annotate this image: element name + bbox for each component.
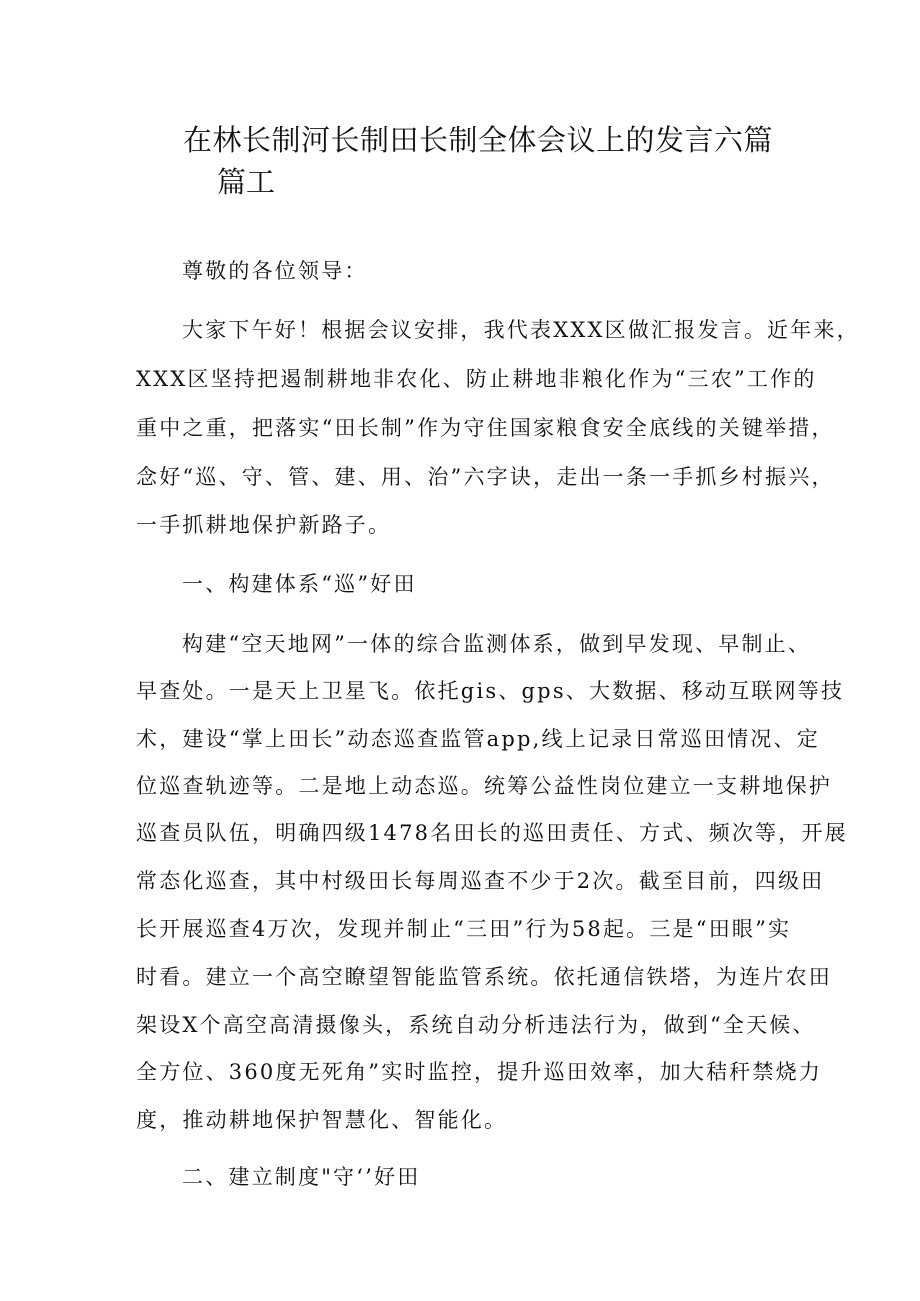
paragraph-line: XXX区坚持把遏制耕地非农化、防止耕地非粮化作为“三农”工作的 xyxy=(136,367,817,391)
paragraph-line: 术，建设“掌上田长”动态巡查监管app,线上记录日常巡田情况、定 xyxy=(136,727,820,751)
paragraph-line: 重中之重，把落实“田长制”作为守住国家粮食安全底线的关键举措， xyxy=(136,416,835,440)
paragraph-line: 全方位、360度无死角”实时监控，提升巡田效率，加大秸秆禁烧力 xyxy=(136,1060,823,1084)
paragraph-line: 位巡查轨迹等。二是地上动态巡。统筹公益性岗位建立一支耕地保护 xyxy=(136,774,832,798)
paragraph-line: 时看。建立一个高空瞭望智能监管系统。依托通信铁塔，为连片农田 xyxy=(136,965,832,989)
section-heading-1: 一、构建体系“巡”好田 xyxy=(182,572,417,596)
paragraph-line: 架设X个高空高清摄像头，系统自动分析违法行为，做到“全天候、 xyxy=(136,1013,816,1037)
paragraph-line: 常态化巡查，其中村级田长每周巡查不少于2次。截至目前，四级田 xyxy=(136,869,825,893)
paragraph-line: 度，推动耕地保护智慧化、智能化。 xyxy=(136,1108,508,1132)
paragraph-line: 巡查员队伍，明确四级1478名田长的巡田责任、方式、频次等，开展 xyxy=(136,821,848,845)
section-heading-2: 二、建立制度"守‘’好田 xyxy=(182,1165,421,1189)
paragraph-line: 念好“巡、守、管、建、用、治”六字诀，走出一条一手抓乡村振兴， xyxy=(136,465,835,489)
paragraph-line: 大家下午好！根据会议安排，我代表XXX区做汇报发言。近年来， xyxy=(182,318,860,342)
paragraph-line: 一手抓耕地保护新路子。 xyxy=(136,513,392,537)
paragraph-line: 构建“空天地网”一体的综合监测体系，做到早发现、早制止、 xyxy=(182,632,812,656)
document-title-continuation: 篇工 xyxy=(217,165,276,199)
paragraph-line: 长开展巡查4万次，发现并制止“三田”行为58起。三是“田眼”实 xyxy=(136,917,792,941)
salutation: 尊敬的各位领导： xyxy=(182,259,368,283)
paragraph-line: 早查处。一是天上卫星飞。依托gis、gps、大数据、移动互联网等技 xyxy=(136,679,845,703)
document-title: 在林长制河长制田长制全体会议上的发言六篇 xyxy=(183,123,774,157)
